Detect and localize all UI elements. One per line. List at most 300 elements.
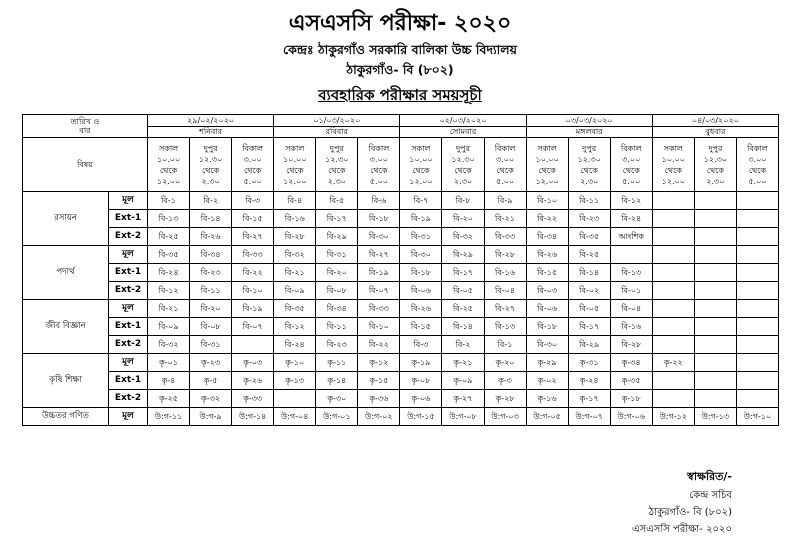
batch-cell: বি-১৪ xyxy=(442,318,484,336)
slot-line: ১২.৩০ xyxy=(577,154,601,164)
batch-cell: বি-৩৩ xyxy=(358,300,400,318)
batch-cell xyxy=(652,210,694,228)
slot-line: থেকে xyxy=(496,165,514,175)
batch-cell: বি-১০ xyxy=(358,318,400,336)
slot-line: থেকে xyxy=(454,165,472,175)
batch-cell xyxy=(694,354,736,372)
slot-line: ১২.৩০ xyxy=(703,154,728,164)
schedule-title: ব্যবহারিক পরীক্ষার সময়সূচী xyxy=(318,86,482,104)
batch-cell: বি-০১ xyxy=(610,282,652,300)
batch-cell: বি-৩ xyxy=(400,336,442,354)
batch-cell: বি-১৮ xyxy=(526,318,568,336)
slot-line: ৩.০০ xyxy=(748,154,767,164)
slot-line: বিকাল xyxy=(368,143,390,153)
slot-line: ১২.০০ xyxy=(535,176,559,186)
batch-cell: কৃ-১৩ xyxy=(274,372,316,390)
batch-cell xyxy=(652,300,694,318)
batch-cell: বি-১৪ xyxy=(190,210,232,228)
slot-line: ২.৩০ xyxy=(706,176,725,186)
slot-line: বিকাল xyxy=(494,143,516,153)
slot-line: ৩.০০ xyxy=(622,154,641,164)
batch-cell: বি-২৭ xyxy=(484,300,526,318)
slot-line: থেকে xyxy=(159,165,178,175)
batch-cell xyxy=(736,354,778,372)
batch-cell xyxy=(694,228,736,246)
slot-line: দুপুর xyxy=(455,143,470,153)
batch-cell: বি-২১ xyxy=(148,300,190,318)
batch-cell: কৃ-২২ xyxy=(652,354,694,372)
batch-cell: বি-৩১ xyxy=(190,336,232,354)
exam-kind: মূল xyxy=(109,354,148,372)
slot-line: দুপুর xyxy=(203,143,218,153)
batch-cell: কৃ-২১ xyxy=(442,354,484,372)
exam-center-name: কেন্দ্রঃ ঠাকুরগাঁও সরকারি বালিকা উচ্চ বিদ্যালয় xyxy=(283,42,517,57)
day-weekday: বুধবার xyxy=(652,127,778,138)
day-weekday: মঙ্গলবার xyxy=(526,127,652,138)
batch-cell xyxy=(736,210,778,228)
batch-cell: বি-১০ xyxy=(232,282,274,300)
batch-cell: কৃ-৩২ xyxy=(190,390,232,408)
batch-cell: কৃ-৫ xyxy=(190,372,232,390)
batch-cell: বি-২৬ xyxy=(400,300,442,318)
batch-cell: কৃ-৩ xyxy=(484,372,526,390)
batch-cell: বি-৩২ xyxy=(442,228,484,246)
batch-cell: বি-১৯ xyxy=(358,264,400,282)
slot-header xyxy=(484,138,526,192)
batch-cell xyxy=(694,264,736,282)
slot-line: থেকে xyxy=(286,165,304,175)
batch-cell xyxy=(736,246,778,264)
batch-cell: বি-০৭ xyxy=(232,318,274,336)
batch-cell xyxy=(652,336,694,354)
day-date: ০৪/০৩/২০২০ xyxy=(652,115,778,127)
slot-line: থেকে xyxy=(580,165,598,175)
batch-cell: উ:গ-০৫ xyxy=(526,408,568,426)
batch-cell: বি-২০ xyxy=(442,210,484,228)
slot-header xyxy=(610,138,652,192)
batch-cell: বি-৪ xyxy=(274,192,316,210)
batch-cell: বি-২৮ xyxy=(484,246,526,264)
batch-cell: কৃ-১৫ xyxy=(358,372,400,390)
batch-cell xyxy=(736,228,778,246)
slot-header xyxy=(316,138,358,192)
batch-cell: বি-২৩ xyxy=(568,210,610,228)
batch-cell: কৃ-৩৩ xyxy=(232,390,274,408)
exam-kind: মূল xyxy=(109,408,148,426)
batch-cell: কৃ-৪ xyxy=(148,372,190,390)
batch-cell xyxy=(736,336,778,354)
batch-cell: বি-২৭ xyxy=(358,246,400,264)
batch-cell: কৃ-২০ xyxy=(484,354,526,372)
batch-cell: কৃ-০৬ xyxy=(400,390,442,408)
batch-cell: বি-৬ xyxy=(358,192,400,210)
batch-cell: বি-০৫ xyxy=(568,300,610,318)
batch-cell: উ:গ-১১ xyxy=(148,408,190,426)
batch-cell: বি-১৬ xyxy=(610,318,652,336)
slot-header xyxy=(190,138,232,192)
batch-cell: বি-১৫ xyxy=(526,264,568,282)
exam-kind: মূল xyxy=(109,246,148,264)
slot-line: বিকাল xyxy=(242,143,263,153)
batch-cell: বি-৯ xyxy=(484,192,526,210)
slot-line: ১০.০০ xyxy=(156,154,181,164)
batch-cell: কৃ-১৭ xyxy=(568,390,610,408)
slot-header xyxy=(694,138,736,192)
batch-cell: বি-২৩ xyxy=(316,336,358,354)
batch-cell: বি-০৮ xyxy=(316,282,358,300)
batch-cell: বি-১১ xyxy=(190,282,232,300)
exam-kind: Ext-2 xyxy=(109,282,148,300)
batch-cell: উ:গ-১৪ xyxy=(232,408,274,426)
batch-cell: কৃ-৩৪ xyxy=(610,354,652,372)
batch-cell: বি-১৪ xyxy=(568,264,610,282)
slot-line: ৫.০০ xyxy=(495,176,515,186)
day-weekday: শনিবার xyxy=(148,127,274,138)
slot-header xyxy=(232,138,274,192)
batch-cell: কৃ-২৯ xyxy=(526,354,568,372)
batch-cell xyxy=(652,390,694,408)
slot-line: ৩.০০ xyxy=(369,154,388,164)
batch-cell: বি-০৪ xyxy=(610,300,652,318)
batch-cell: বি-২২ xyxy=(358,336,400,354)
batch-cell: কৃ-৩৬ xyxy=(358,390,400,408)
slot-line: দুপুর xyxy=(582,143,597,153)
batch-cell: কৃ-২৪ xyxy=(568,372,610,390)
slot-line: ১০.০০ xyxy=(283,154,307,164)
batch-cell: বি-৩০ xyxy=(358,228,400,246)
batch-cell: বি-২৭ xyxy=(232,228,274,246)
slot-line: ১২.০০ xyxy=(661,176,685,186)
batch-cell: বি-২৬ xyxy=(526,246,568,264)
slot-line: থেকে xyxy=(664,165,682,175)
slot-header xyxy=(274,138,316,192)
batch-cell: বি-০৬ xyxy=(400,282,442,300)
batch-cell: বি-১২ xyxy=(610,192,652,210)
batch-cell xyxy=(274,390,316,408)
slot-line: ১২.৩০ xyxy=(325,154,349,164)
batch-cell: বি-১৮ xyxy=(358,210,400,228)
batch-cell: বি-০৫ xyxy=(442,282,484,300)
batch-cell: কৃ-১৪ xyxy=(316,372,358,390)
slot-line: ২.৩০ xyxy=(453,176,473,186)
batch-cell xyxy=(652,192,694,210)
batch-cell: কৃ-১১ xyxy=(316,354,358,372)
batch-cell: উ:গ-৯ xyxy=(190,408,232,426)
batch-cell xyxy=(652,246,694,264)
batch-cell: বি-১৬ xyxy=(274,210,316,228)
slot-line: দুপুর xyxy=(329,143,344,153)
slot-line: সকাল xyxy=(411,143,431,153)
batch-cell: উ:গ-১২ xyxy=(652,408,694,426)
batch-cell: বি-৩৫ xyxy=(274,300,316,318)
day-weekday: সোমবার xyxy=(400,127,526,138)
batch-cell: আংশিক xyxy=(610,228,652,246)
batch-cell xyxy=(736,192,778,210)
slot-line: থেকে xyxy=(748,165,767,175)
batch-cell: বি-৩১ xyxy=(400,228,442,246)
batch-cell: বি-২০ xyxy=(316,264,358,282)
batch-cell: উ:গ-০৬ xyxy=(610,408,652,426)
slot-line: থেকে xyxy=(370,165,388,175)
batch-cell xyxy=(694,192,736,210)
day-weekday: রবিবার xyxy=(274,127,400,138)
slot-line: থেকে xyxy=(244,165,262,175)
signatory-center: ঠাকুরগাঁও- বি (৮০২) xyxy=(648,507,732,518)
subject-name: উচ্চতর গণিত xyxy=(23,408,109,426)
batch-cell xyxy=(694,390,736,408)
subject-name: জীব বিজ্ঞান xyxy=(23,300,109,354)
batch-cell: উ:গ-১৫ xyxy=(400,408,442,426)
batch-cell: বি-২৯ xyxy=(568,336,610,354)
batch-cell: বি-২১ xyxy=(274,264,316,282)
batch-cell: বি-২৫ xyxy=(442,300,484,318)
batch-cell: বি-২৬ xyxy=(190,228,232,246)
corner-header xyxy=(23,115,148,138)
batch-cell: বি-৩০ xyxy=(526,336,568,354)
day-date: ০২/০৩/২০২০ xyxy=(400,115,526,127)
batch-cell: বি-০৯ xyxy=(148,318,190,336)
batch-cell xyxy=(736,318,778,336)
batch-cell: বি-১৩ xyxy=(610,264,652,282)
batch-cell: বি-২ xyxy=(442,336,484,354)
subject-name: কৃষি শিক্ষা xyxy=(23,354,109,408)
batch-cell: কৃ-২৭ xyxy=(442,390,484,408)
batch-cell: বি-০২ xyxy=(568,282,610,300)
exam-kind: মূল xyxy=(109,300,148,318)
batch-cell xyxy=(736,300,778,318)
exam-kind: Ext-2 xyxy=(109,390,148,408)
batch-cell: বি-২৪ xyxy=(148,264,190,282)
batch-cell: বি-১৯ xyxy=(232,300,274,318)
batch-cell: বি-১ xyxy=(484,336,526,354)
signatory-title: কেন্দ্র সচিব xyxy=(689,490,732,501)
subject-name: রসায়ন xyxy=(23,192,109,246)
subject-name: পদার্থ xyxy=(23,246,109,300)
batch-cell: কৃ-৩০ xyxy=(316,390,358,408)
slot-line: সকাল xyxy=(285,143,305,153)
slot-line: ১২.৩০ xyxy=(198,154,223,164)
batch-cell xyxy=(694,372,736,390)
signed-mark: স্বাক্ষরিত/- xyxy=(687,470,732,483)
subject-header: বিষয় xyxy=(23,138,148,192)
batch-cell: কৃ-৩১ xyxy=(568,354,610,372)
batch-cell xyxy=(736,264,778,282)
slot-line: ২.৩০ xyxy=(580,176,599,186)
batch-cell: বি-২২ xyxy=(526,210,568,228)
slot-header xyxy=(400,138,442,192)
batch-cell: বি-২৯ xyxy=(442,246,484,264)
batch-cell: বি-৩১ xyxy=(316,246,358,264)
batch-cell: কৃ-১৮ xyxy=(610,390,652,408)
batch-cell: কৃ-০৮ xyxy=(400,372,442,390)
batch-cell: উ:গ-০৭ xyxy=(568,408,610,426)
batch-cell xyxy=(694,300,736,318)
batch-cell: বি-২৩ xyxy=(190,264,232,282)
batch-cell: বি-২৯ xyxy=(316,228,358,246)
batch-cell xyxy=(232,336,274,354)
batch-cell xyxy=(694,210,736,228)
slot-line: ১২.০০ xyxy=(283,176,307,186)
exam-kind: Ext-1 xyxy=(109,264,148,282)
slot-header xyxy=(526,138,568,192)
batch-cell xyxy=(736,372,778,390)
slot-line: থেকে xyxy=(706,165,724,175)
batch-cell: কৃ-১৬ xyxy=(526,390,568,408)
batch-cell: উ:গ-১০ xyxy=(736,408,778,426)
exam-kind: Ext-1 xyxy=(109,318,148,336)
batch-cell xyxy=(694,336,736,354)
batch-cell: বি-৩৩ xyxy=(484,228,526,246)
batch-cell: বি-৩৫ xyxy=(568,228,610,246)
slot-line: ২.৩০ xyxy=(327,176,346,186)
batch-cell: উ:গ-০১ xyxy=(316,408,358,426)
page-title: এসএসসি পরীক্ষা- ২০২০ xyxy=(288,11,512,36)
batch-cell: বি-০৩ xyxy=(526,282,568,300)
batch-cell: বি-৫ xyxy=(316,192,358,210)
batch-cell: বি-০৭ xyxy=(358,282,400,300)
exam-kind: Ext-1 xyxy=(109,210,148,228)
batch-cell: বি-২৮ xyxy=(610,336,652,354)
batch-cell: বি-৩৪ xyxy=(190,246,232,264)
slot-header xyxy=(736,138,778,192)
slot-line: সকাল xyxy=(663,143,683,153)
batch-cell xyxy=(736,390,778,408)
batch-cell: বি-৭ xyxy=(400,192,442,210)
batch-cell: বি-১৩ xyxy=(148,210,190,228)
corner-label: তারিখ ও xyxy=(70,116,100,126)
batch-cell: বি-১৮ xyxy=(400,264,442,282)
batch-cell: বি-১২ xyxy=(274,318,316,336)
corner-label: বার xyxy=(79,126,91,135)
practical-exam-schedule-table xyxy=(22,114,779,426)
batch-cell: বি-৮ xyxy=(442,192,484,210)
slot-line: ৫.০০ xyxy=(243,176,262,186)
batch-cell xyxy=(736,282,778,300)
batch-cell: কৃ-২৬ xyxy=(232,372,274,390)
batch-cell: কৃ-১২ xyxy=(358,354,400,372)
slot-line: বিকাল xyxy=(747,143,768,153)
batch-cell xyxy=(694,282,736,300)
slot-header xyxy=(568,138,610,192)
batch-cell xyxy=(652,264,694,282)
batch-cell: বি-২ xyxy=(190,192,232,210)
batch-cell: বি-২৪ xyxy=(274,336,316,354)
batch-cell: বি-০৮ xyxy=(190,318,232,336)
day-date: ০১/০৩/২০২০ xyxy=(274,115,400,127)
batch-cell: কৃ-০৯ xyxy=(442,372,484,390)
day-date: ০৩/০৩/২০২০ xyxy=(526,115,652,127)
batch-cell: বি-০৯ xyxy=(274,282,316,300)
batch-cell: বি-১১ xyxy=(568,192,610,210)
batch-cell xyxy=(652,282,694,300)
batch-cell xyxy=(652,228,694,246)
batch-cell: বি-১৩ xyxy=(484,318,526,336)
slot-line: ৩.০০ xyxy=(243,154,262,164)
slot-line: থেকে xyxy=(538,165,556,175)
batch-cell: বি-৩২ xyxy=(148,336,190,354)
slot-line: ১০.০০ xyxy=(409,154,433,164)
batch-cell xyxy=(652,318,694,336)
batch-cell: বি-৩০ xyxy=(400,246,442,264)
batch-cell: কৃ-০২ xyxy=(526,372,568,390)
batch-cell: বি-২৮ xyxy=(274,228,316,246)
batch-cell: উ:গ-০২ xyxy=(358,408,400,426)
slot-line: ১২.০০ xyxy=(156,176,181,186)
slot-line: ৩.০০ xyxy=(495,154,515,164)
batch-cell: বি-২১ xyxy=(484,210,526,228)
slot-header xyxy=(652,138,694,192)
batch-cell: বি-৩ xyxy=(232,192,274,210)
slot-line: দুপুর xyxy=(708,143,723,153)
slot-line: বিকাল xyxy=(620,143,642,153)
batch-cell: বি-১৭ xyxy=(568,318,610,336)
slot-line: থেকে xyxy=(328,165,346,175)
exam-kind: Ext-1 xyxy=(109,372,148,390)
slot-line: ৫.০০ xyxy=(748,176,767,186)
exam-kind: মূল xyxy=(109,192,148,210)
batch-cell: বি-১২ xyxy=(148,282,190,300)
batch-cell: বি-৩৪ xyxy=(316,300,358,318)
slot-header xyxy=(442,138,484,192)
batch-cell: বি-২২ xyxy=(232,264,274,282)
batch-cell: কৃ-০১ xyxy=(148,354,190,372)
batch-cell: কৃ-৩৫ xyxy=(610,372,652,390)
batch-cell: বি-২৫ xyxy=(148,228,190,246)
batch-cell: কৃ-২৮ xyxy=(484,390,526,408)
batch-cell: বি-১০ xyxy=(526,192,568,210)
slot-line: ৫.০০ xyxy=(622,176,641,186)
day-date: ২৯/০২/২০২০ xyxy=(148,115,274,127)
signatory-exam: এসএসসি পরীক্ষা- ২০২০ xyxy=(631,524,732,535)
batch-cell: বি-১৭ xyxy=(316,210,358,228)
batch-cell: কৃ-২৩ xyxy=(190,354,232,372)
batch-cell: কৃ-১৯ xyxy=(400,354,442,372)
slot-line: ৫.০০ xyxy=(369,176,388,186)
batch-cell: বি-১১ xyxy=(316,318,358,336)
batch-cell: কৃ-০৩ xyxy=(232,354,274,372)
center-code: ঠাকুরগাঁও- বি (৮০২) xyxy=(346,62,454,77)
batch-cell: কৃ-১০ xyxy=(274,354,316,372)
exam-kind: Ext-2 xyxy=(109,336,148,354)
batch-cell: বি-১ xyxy=(148,192,190,210)
batch-cell: বি-১৫ xyxy=(400,318,442,336)
batch-cell: বি-১৭ xyxy=(442,264,484,282)
batch-cell xyxy=(694,246,736,264)
batch-cell xyxy=(652,372,694,390)
slot-line: ১০.০০ xyxy=(535,154,559,164)
slot-line: থেকে xyxy=(412,165,430,175)
batch-cell: বি-১৬ xyxy=(484,264,526,282)
slot-line: ১০.০০ xyxy=(661,154,685,164)
batch-cell: বি-৩৫ xyxy=(148,246,190,264)
batch-cell: বি-০৪ xyxy=(484,282,526,300)
batch-cell: উ:গ-০৮ xyxy=(442,408,484,426)
slot-header xyxy=(358,138,400,192)
batch-cell: উ:গ-০৩ xyxy=(484,408,526,426)
batch-cell: বি-৩২ xyxy=(274,246,316,264)
slot-line: ২.৩০ xyxy=(201,176,220,186)
batch-cell: কৃ-২৫ xyxy=(148,390,190,408)
slot-line: ১২.০০ xyxy=(409,176,433,186)
batch-cell: বি-০৬ xyxy=(526,300,568,318)
batch-cell: বি-২৪ xyxy=(610,210,652,228)
batch-cell: বি-৩৪ xyxy=(526,228,568,246)
batch-cell: বি-২০ xyxy=(190,300,232,318)
batch-cell: বি-৩৩ xyxy=(232,246,274,264)
batch-cell: বি-২৫ xyxy=(568,246,610,264)
batch-cell: বি-১৯ xyxy=(400,210,442,228)
slot-line: থেকে xyxy=(201,165,220,175)
